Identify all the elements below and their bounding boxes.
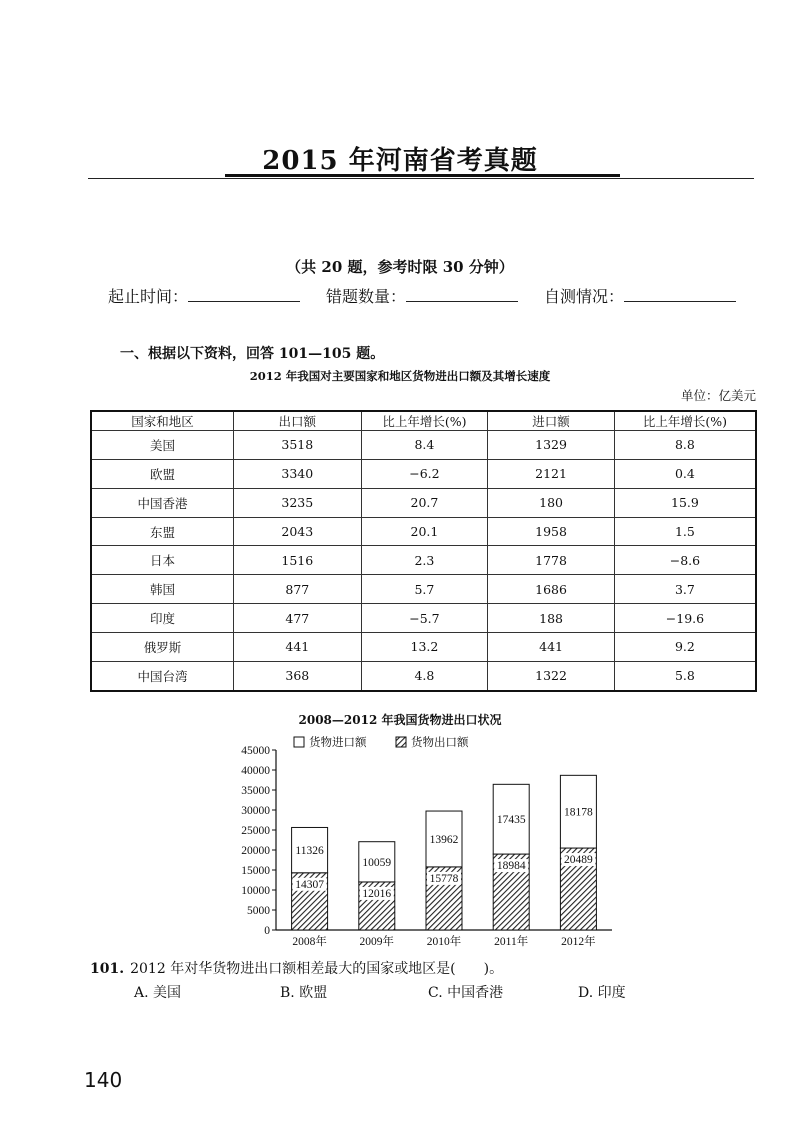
y-tick-label: 40000 bbox=[241, 765, 270, 777]
option-a[interactable]: A. 美国 bbox=[134, 985, 182, 1001]
y-tick-label: 35000 bbox=[241, 785, 270, 797]
table-cell: 中国香港 bbox=[91, 488, 234, 517]
table-cell: 5.8 bbox=[614, 661, 756, 691]
table-cell: 8.8 bbox=[614, 431, 756, 460]
y-tick-label: 25000 bbox=[241, 825, 270, 837]
table-cell: 3235 bbox=[234, 488, 362, 517]
error-count-label: 错题数量： bbox=[326, 287, 407, 306]
table-cell: 日本 bbox=[91, 546, 234, 575]
table-cell: 3340 bbox=[234, 459, 362, 488]
exam-subtitle: （共 20 题，参考时限 30 分钟） bbox=[286, 258, 514, 276]
chart-title: 2008—2012 年我国货物进出口状况 bbox=[298, 713, 502, 727]
import-value-label: 17435 bbox=[496, 814, 526, 827]
page-title: 2015 年河南省考真题 bbox=[262, 146, 538, 176]
error-count-blank[interactable] bbox=[406, 287, 518, 302]
question-text: 2012 年对华货物进出口额相差最大的国家或地区是( )。 bbox=[130, 961, 504, 977]
table-cell: 印度 bbox=[91, 604, 234, 633]
import-value-label: 18178 bbox=[564, 806, 593, 819]
table-cell: 2043 bbox=[234, 517, 362, 546]
table-cell: 8.4 bbox=[361, 431, 488, 460]
self-test-field[interactable] bbox=[544, 284, 736, 307]
table-cell: 1958 bbox=[488, 517, 615, 546]
y-tick-label: 20000 bbox=[241, 845, 270, 857]
section-heading: 一、根据以下资料，回答 101—105 题。 bbox=[120, 346, 385, 362]
table-cell: −8.6 bbox=[614, 546, 756, 575]
import-value-label: 11326 bbox=[295, 845, 324, 858]
table-cell: 韩国 bbox=[91, 575, 234, 604]
table-row bbox=[91, 459, 756, 488]
table-cell: 20.7 bbox=[361, 488, 488, 517]
title-rule-thin bbox=[88, 178, 754, 179]
table-cell: 4.8 bbox=[361, 661, 488, 691]
trade-table bbox=[90, 410, 757, 692]
start-time-field[interactable] bbox=[108, 284, 300, 307]
legend-label-export: 货物出口额 bbox=[411, 737, 469, 749]
x-tick-label: 2011年 bbox=[494, 936, 529, 948]
table-cell: 5.7 bbox=[361, 575, 488, 604]
x-tick-label: 2010年 bbox=[426, 936, 462, 948]
y-tick-label: 5000 bbox=[247, 905, 270, 917]
table-cell: 欧盟 bbox=[91, 459, 234, 488]
table-header-row bbox=[91, 411, 756, 431]
table-row bbox=[91, 575, 756, 604]
table-cell: 477 bbox=[234, 604, 362, 633]
export-value-label: 15778 bbox=[429, 872, 459, 885]
table-cell: 15.9 bbox=[614, 488, 756, 517]
table-cell: 877 bbox=[234, 575, 362, 604]
table-header-cell: 比上年增长(%) bbox=[361, 411, 488, 431]
self-test-blank[interactable] bbox=[624, 287, 736, 302]
table-row bbox=[91, 431, 756, 460]
y-tick-label: 15000 bbox=[241, 865, 270, 877]
start-time-blank[interactable] bbox=[188, 287, 300, 302]
y-tick-label: 0 bbox=[264, 925, 270, 937]
table-cell: 180 bbox=[488, 488, 615, 517]
table-cell: 俄罗斯 bbox=[91, 633, 234, 662]
table-cell: −5.7 bbox=[361, 604, 488, 633]
option-b[interactable]: B. 欧盟 bbox=[280, 985, 328, 1001]
start-time-label: 起止时间： bbox=[108, 287, 189, 306]
export-value-label: 20489 bbox=[564, 854, 593, 867]
table-cell: 美国 bbox=[91, 431, 234, 460]
option-d[interactable]: D. 印度 bbox=[578, 985, 626, 1001]
table-cell: 13.2 bbox=[361, 633, 488, 662]
table-cell: 441 bbox=[488, 633, 615, 662]
unit-label: 单位：亿美元 bbox=[680, 388, 756, 403]
x-tick-label: 2008年 bbox=[292, 936, 327, 948]
table-header-cell: 国家和地区 bbox=[91, 411, 234, 431]
table-cell: −19.6 bbox=[614, 604, 756, 633]
table-cell: 3.7 bbox=[614, 575, 756, 604]
page-number: 140 bbox=[84, 1068, 123, 1092]
table-cell: 1329 bbox=[488, 431, 615, 460]
trade-bar-chart bbox=[220, 735, 620, 953]
table-cell: 中国台湾 bbox=[91, 661, 234, 691]
question-101 bbox=[90, 958, 503, 978]
table-header-cell: 比上年增长(%) bbox=[614, 411, 756, 431]
table-cell: 1.5 bbox=[614, 517, 756, 546]
legend-swatch-import bbox=[294, 737, 304, 747]
table-cell: 1322 bbox=[488, 661, 615, 691]
import-value-label: 10059 bbox=[362, 856, 392, 869]
title-rule-thick bbox=[225, 174, 620, 177]
table-title: 2012 年我国对主要国家和地区货物进出口额及其增长速度 bbox=[249, 369, 551, 383]
export-value-label: 18984 bbox=[496, 860, 526, 873]
table-cell: 188 bbox=[488, 604, 615, 633]
export-value-label: 14307 bbox=[295, 878, 324, 891]
table-header-cell: 出口额 bbox=[234, 411, 362, 431]
table-cell: 441 bbox=[234, 633, 362, 662]
import-value-label: 13962 bbox=[429, 833, 459, 846]
question-number: 101. bbox=[90, 961, 125, 977]
export-value-label: 12016 bbox=[362, 887, 392, 900]
table-cell: 3518 bbox=[234, 431, 362, 460]
table-cell: 20.1 bbox=[361, 517, 488, 546]
table-row bbox=[91, 633, 756, 662]
table-row bbox=[91, 546, 756, 575]
table-row bbox=[91, 488, 756, 517]
table-cell: 9.2 bbox=[614, 633, 756, 662]
table-cell: 1516 bbox=[234, 546, 362, 575]
x-tick-label: 2009年 bbox=[359, 936, 395, 948]
error-count-field[interactable] bbox=[326, 284, 518, 307]
y-tick-label: 30000 bbox=[241, 805, 270, 817]
y-tick-label: 10000 bbox=[241, 885, 270, 897]
table-cell: 368 bbox=[234, 661, 362, 691]
table-cell: 东盟 bbox=[91, 517, 234, 546]
x-tick-label: 2012年 bbox=[561, 936, 596, 948]
option-c[interactable]: C. 中国香港 bbox=[428, 985, 504, 1001]
table-cell: −6.2 bbox=[361, 459, 488, 488]
table-row bbox=[91, 517, 756, 546]
table-cell: 2.3 bbox=[361, 546, 488, 575]
table-row bbox=[91, 604, 756, 633]
self-test-label: 自测情况： bbox=[544, 287, 625, 306]
legend-label-import: 货物进口额 bbox=[309, 737, 367, 749]
table-cell: 1686 bbox=[488, 575, 615, 604]
table-header-cell: 进口额 bbox=[488, 411, 615, 431]
table-cell: 2121 bbox=[488, 459, 615, 488]
y-tick-label: 45000 bbox=[241, 745, 270, 757]
table-cell: 0.4 bbox=[614, 459, 756, 488]
legend-swatch-export bbox=[396, 737, 406, 747]
table-cell: 1778 bbox=[488, 546, 615, 575]
table-row bbox=[91, 661, 756, 691]
